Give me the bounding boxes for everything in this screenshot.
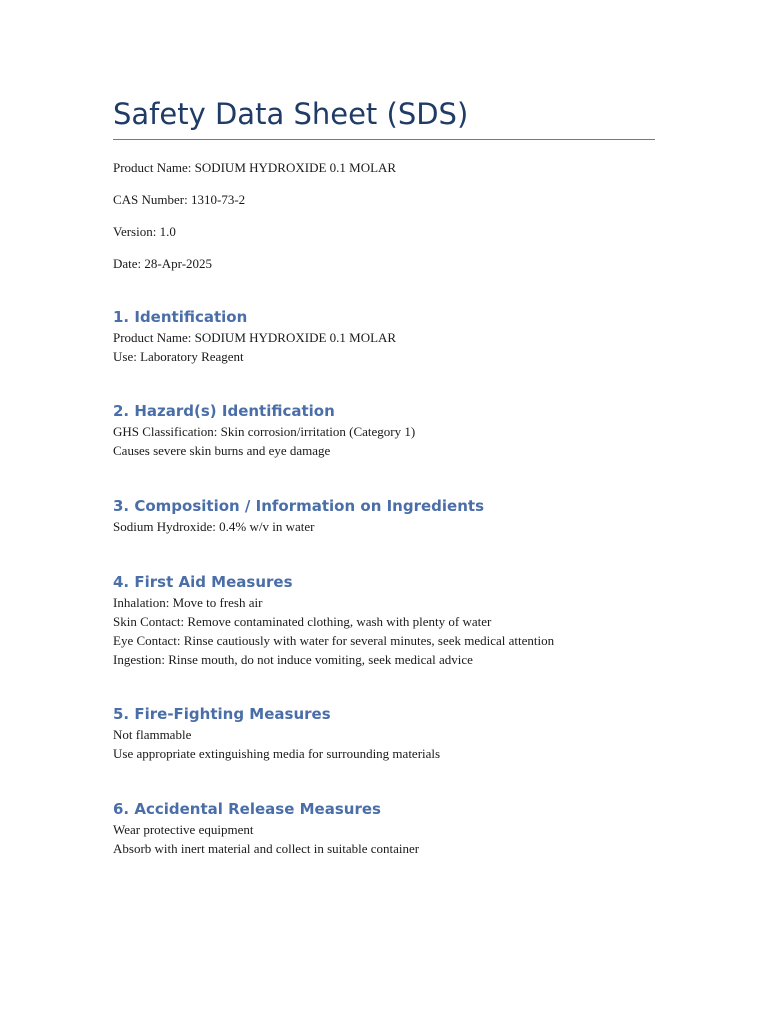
section-heading: 4. First Aid Measures: [113, 573, 293, 591]
section-line: Inhalation: Move to fresh air: [113, 595, 263, 610]
section-line: GHS Classification: Skin corrosion/irritation (Category 1): [113, 424, 416, 439]
section-line: Ingestion: Rinse mouth, do not induce vomiting, seek medical advice: [113, 652, 473, 667]
section-heading: 1. Identification: [113, 308, 248, 326]
section-identification: [113, 306, 655, 366]
section-line: Use appropriate extinguishing media for surrounding materials: [113, 746, 441, 761]
section-line: Sodium Hydroxide: 0.4% w/v in water: [113, 519, 315, 534]
section-line: Product Name: SODIUM HYDROXIDE 0.1 MOLAR: [113, 330, 397, 345]
meta-cas-number: CAS Number: 1310-73-2: [113, 192, 246, 207]
section-line: Skin Contact: Remove contaminated clothing, wash with plenty of water: [113, 614, 492, 629]
section-first-aid: [113, 571, 655, 669]
section-heading: 3. Composition / Information on Ingredients: [113, 497, 484, 515]
section-composition: [113, 495, 655, 536]
section-line: Use: Laboratory Reagent: [113, 349, 244, 364]
section-heading: 2. Hazard(s) Identification: [113, 402, 335, 420]
section-line: Absorb with inert material and collect in suitable container: [113, 841, 420, 856]
section-heading: 6. Accidental Release Measures: [113, 800, 381, 818]
document-title: Safety Data Sheet (SDS): [113, 97, 469, 131]
section-accidental-release: [113, 798, 655, 858]
meta-product-name: Product Name: SODIUM HYDROXIDE 0.1 MOLAR: [113, 160, 397, 175]
section-line: Wear protective equipment: [113, 822, 254, 837]
section-fire-fighting: [113, 703, 655, 763]
title-divider: [113, 139, 655, 140]
section-line: Eye Contact: Rinse cautiously with water for several minutes, seek medical attention: [113, 633, 555, 648]
section-line: Not flammable: [113, 727, 192, 742]
section-hazard-identification: [113, 400, 655, 460]
section-line: Causes severe skin burns and eye damage: [113, 443, 331, 458]
section-heading: 5. Fire-Fighting Measures: [113, 705, 331, 723]
meta-date: Date: 28-Apr-2025: [113, 256, 213, 271]
meta-version: Version: 1.0: [113, 224, 176, 239]
